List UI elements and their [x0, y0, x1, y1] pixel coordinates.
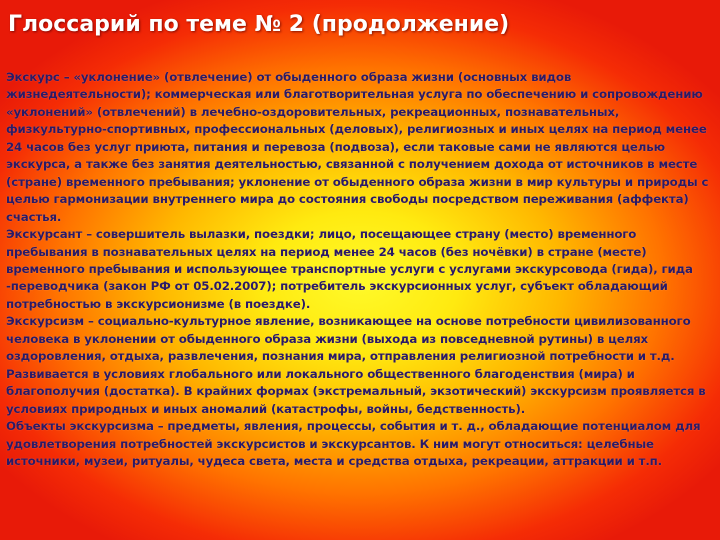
definition-ekskurs: – «уклонение» (отвлечение) от обыденного образа жизни (основных видов жизнедеятельности); коммерческая или благотворительная услуга по обеспечению и сопровождению «уклонений» (отвлечений) в лечебно-оздоровительных, рекреационных, познавательных, физкультурно-спортивных, профессиональных (деловых), религиозных и иных целях на период менее 24 часов без услуг приюта, питания и перевоза (подвоза), если таковые сами не являются целью экскурса, а также без занятия деятельностью, связанной с получением дохода от источников в месте (стране) временного пребывания; уклонение от обыденного образа жизни в мир культуры и природы с целью гармонизации внутреннего мира до состояния свободы посредством переживания (аффекта) счастья. [6, 70, 709, 224]
slide-title: Глоссарий по теме № 2 (продолжение) [8, 12, 510, 37]
glossary-body [6, 69, 713, 470]
definition-ekskursant: – совершитель вылазки, поездки; лицо, посещающее страну (место) временного пребывания в познавательных целях на период менее 24 часов (без ночёвки) в стране (месте) временного пребывания и использующее транспортные услуги с услугами экскурсовода (гида), гида -переводчика (закон РФ от 05.02.2007); потребитель экскурсионных услуг, субъект обладающий потребностью в экскурсионизме (в поездке). [6, 227, 693, 311]
glossary-entry-ekskurs [6, 69, 713, 226]
term-ekskursizm: Экскурсизм [6, 314, 85, 329]
glossary-entry-ekskursizm [6, 313, 713, 418]
glossary-entry-obekty-ekskursizma [6, 418, 713, 470]
term-ekskursant: Экскурсант [6, 227, 83, 242]
definition-ekskursizm: – социально-культурное явление, возникающее на основе потребности цивилизованного человека в уклонении от обыденного образа жизни (выхода из повседневной рутины) в целях оздоровления, отдыха, развлечения, познания мира, отправления религиозной потребности и т.д. Развивается в условиях глобального или локального общественного благоденствия (мира) и благополучия (достатка). В крайних формах (экстремальный, экзотический) экскурсизм проявляется в условиях природных и иных аномалий (катастрофы, войны, бедственность). [6, 314, 706, 416]
term-ekskurs: Экскурс [6, 70, 60, 84]
glossary-entry-ekskursant [6, 226, 713, 313]
definition-obekty-ekskursizma: – предметы, явления, процессы, события и т. д., обладающие потенциалом для удовлетворения потребностей экскурсистов и экскурсантов. К ним могут относиться: целебные источники, музеи, ритуалы, чудеса света, места и средства отдыха, рекреации, аттракции и т.п. [6, 419, 701, 468]
term-obekty-ekskursizma: Объекты экскурсизма [6, 419, 154, 434]
